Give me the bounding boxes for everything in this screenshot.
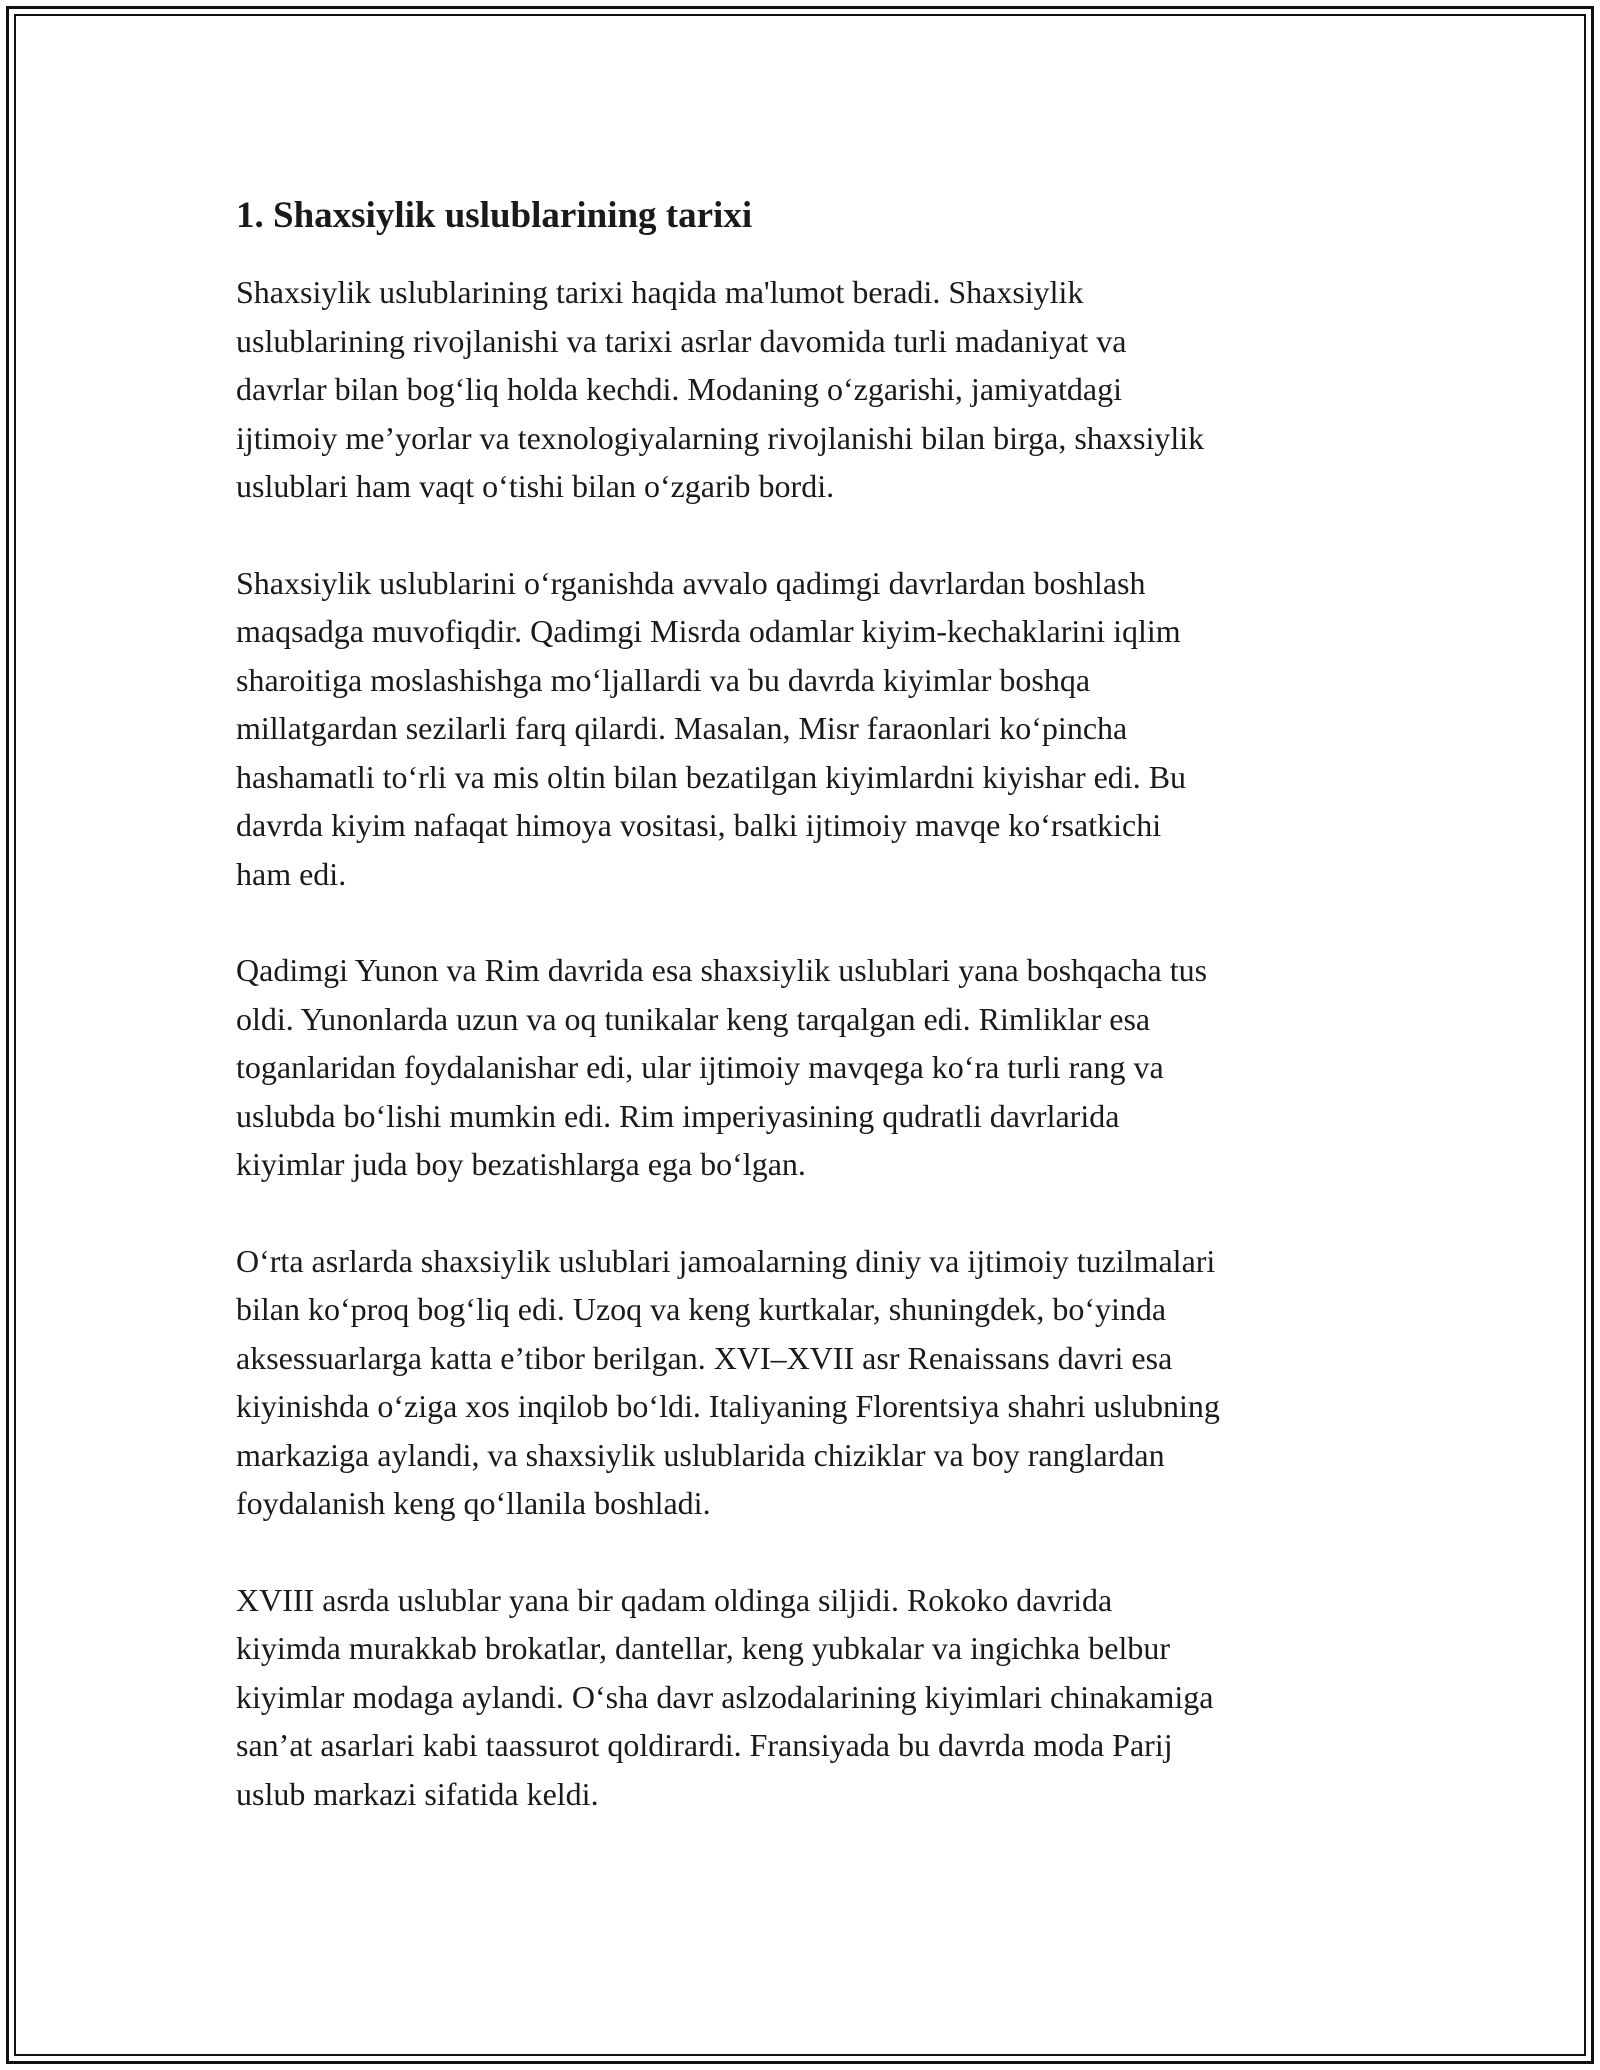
paragraph-5: XVIII asrda uslublar yana bir qadam oldinga siljidi. Rokoko davrida kiyimda murakkab brokatlar, dantellar, keng yubkalar va ingichka belbur kiyimlar modaga aylandi. Oʻsha davr aslzodalarining kiyimlari chinakamiga san’at asarlari kabi taassurot qoldirardi. Fransiyada bu davrda moda Parij uslub markazi sifatida keldi.: [236, 1581, 1214, 1812]
section-heading: 1. Shaxsiylik uslublarining tarixi: [236, 195, 753, 236]
paragraph-3: Qadimgi Yunon va Rim davrida esa shaxsiylik uslublari yana boshqacha tus oldi. Yunonlarda uzun va oq tunikalar keng tarqalgan edi. Rimliklar esa toganlaridan foydalanishar edi, ular ijtimoiy mavqega koʻra turli rang va uslubda boʻlishi mumkin edi. Rim imperiyasining qudratli davrlarida kiyimlar juda boy bezatishlarga ega boʻlgan.: [236, 952, 1208, 1182]
paragraph-2: Shaxsiylik uslublarini oʻrganishda avvalo qadimgi davrlardan boshlash maqsadga muvofiqdir. Qadimgi Misrda odamlar kiyim-kechaklarini iqlim sharoitiga moslashishga moʻljallardi va bu davrda kiyimlar boshqa millatgardan sezilarli farq qilardi. Masalan, Misr faraonlari koʻpincha hashamatli toʻrli va mis oltin bilan bezatilgan kiyimlardni kiyishar edi. Bu davrda kiyim nafaqat himoya vositasi, balki ijtimoiy mavqe koʻrsatkichi ham edi.: [236, 564, 1187, 892]
paragraph-1: Shaxsiylik uslublarining tarixi haqida ma'lumot beradi. Shaxsiylik uslublarining rivojlanishi va tarixi asrlar davomida turli madaniyat va davrlar bilan bogʻliq holda kechdi. Modaning oʻzgarishi, jamiyatdagi ijtimoiy me’yorlar va texnologiyalarning rivojlanishi bilan birga, shaxsiylik uslublari ham vaqt oʻtishi bilan oʻzgarib bordi.: [236, 274, 1205, 504]
document-body: [236, 190, 1386, 1866]
paragraph-4: Oʻrta asrlarda shaxsiylik uslublari jamoalarning diniy va ijtimoiy tuzilmalari bilan koʻproq bogʻliq edi. Uzoq va keng kurtkalar, shuningdek, boʻyinda aksessuarlarga katta e’tibor berilgan. XVI–XVII asr Renaissans davri esa kiyinishda oʻziga xos inqilob boʻldi. Italiyaning Florentsiya shahri uslubning markaziga aylandi, va shaxsiylik uslublarida chiziklar va boy ranglardan foydalanish keng qoʻllanila boshladi.: [236, 1242, 1220, 1521]
